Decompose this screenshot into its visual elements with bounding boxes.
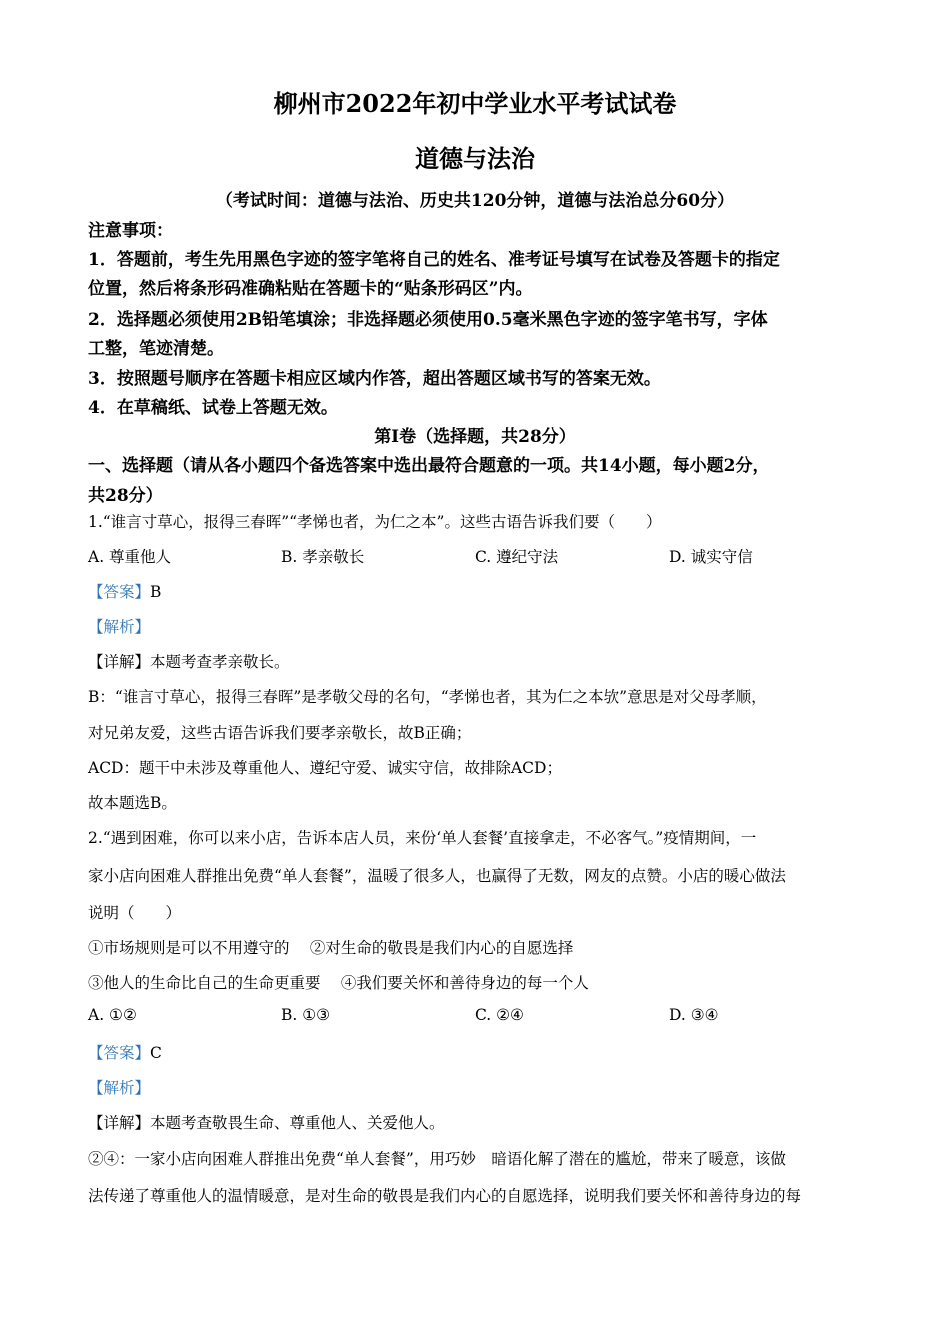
- question-2-stem: 2.“遇到困难，你可以来小店，告诉本店人员，来份‘单人套餐’直接拿走，不必客气。”疫情期间，一: [88, 829, 757, 847]
- question-1-explanation: ACD：题干中未涉及尊重他人、遵纪守爱、诚实守信，故排除ACD；: [88, 759, 562, 777]
- notice-line: 位置，然后将条形码准确粘贴在答题卡的“贴条形码区”内。: [88, 279, 533, 299]
- question-1-stem: 1.“谁言寸草心，报得三春晖”“孝悌也者，为仁之本”。这些古语告诉我们要（ ）: [88, 513, 662, 531]
- detail-tag: 【详解】: [88, 653, 151, 671]
- analysis-tag: 【解析】: [88, 1079, 151, 1097]
- question-2-detail: [88, 1111, 445, 1133]
- detail-text: 本题考查敬畏生命、尊重他人、关爱他人。: [150, 1114, 445, 1132]
- answer-tag: 【答案】: [88, 583, 151, 601]
- notice-line: 2．选择题必须使用2B铅笔填涂；非选择题必须使用0.5毫米黑色字迹的签字笔书写，字体: [88, 310, 768, 330]
- question-2-statement: ①市场规则是可以不用遵守的 ②对生命的敬畏是我们内心的自愿选择: [88, 939, 574, 957]
- question-2-option-d: D. ③④: [669, 1006, 719, 1024]
- notice-line: 3．按照题号顺序在答题卡相应区域内作答，超出答题区域书写的答案无效。: [88, 369, 661, 389]
- answer-tag: 【答案】: [88, 1044, 151, 1062]
- question-2-option-b: B. ①③: [281, 1006, 331, 1024]
- notice-line: 1．答题前，考生先用黑色字迹的签字笔将自己的姓名、准考证号填写在试卷及答题卡的指定: [88, 250, 780, 270]
- subject-title: 道德与法治: [415, 144, 535, 173]
- question-2-option-a: A. ①②: [88, 1006, 137, 1024]
- question-2-option-c: C. ②④: [475, 1006, 524, 1024]
- question-1-explanation: B：“谁言寸草心，报得三春晖”是孝敬父母的名句，“孝悌也者，其为仁之本欤”意思是对父母孝顺，: [88, 688, 767, 706]
- question-2-answer: [88, 1041, 162, 1063]
- page-title: 柳州市2022年初中学业水平考试试卷: [273, 89, 677, 118]
- question-1-explanation: 故本题选B。: [88, 794, 177, 812]
- detail-text: 本题考查孝亲敬长。: [150, 653, 290, 671]
- section-instruction: 一、选择题（请从各小题四个备选答案中选出最符合题意的一项。共14小题，每小题2分，: [88, 456, 770, 476]
- section-instruction: 共28分）: [88, 486, 163, 506]
- notice-line: 4．在草稿纸、试卷上答题无效。: [88, 398, 338, 418]
- exam-time-note: （考试时间：道德与法治、历史共120分钟，道德与法治总分60分）: [215, 191, 735, 211]
- question-1-option-b: B. 孝亲敬长: [281, 548, 365, 566]
- question-2-stem: 说明（ ）: [88, 904, 182, 922]
- question-1-explanation: 对兄弟友爱，这些古语告诉我们要孝亲敬长，故B正确；: [88, 724, 472, 742]
- question-2-stem: 家小店向困难人群推出免费“单人套餐”，温暖了很多人，也赢得了无数，网友的点赞。小店的暖心做法: [88, 867, 786, 885]
- answer-value: B: [150, 583, 162, 601]
- question-1-option-d: D. 诚实守信: [669, 548, 753, 566]
- answer-value: C: [150, 1044, 162, 1062]
- part-heading: 第Ⅰ卷（选择题，共28分）: [374, 427, 576, 447]
- detail-tag: 【详解】: [88, 1114, 151, 1132]
- question-1-detail: [88, 650, 290, 672]
- notice-heading: 注意事项：: [88, 221, 173, 241]
- analysis-tag: 【解析】: [88, 618, 151, 636]
- question-1-option-c: C. 遵纪守法: [475, 548, 559, 566]
- notice-line: 工整，笔迹清楚。: [88, 339, 224, 359]
- question-1-option-a: A. 尊重他人: [88, 548, 172, 566]
- question-1-answer: [88, 580, 161, 602]
- question-2-explanation: ②④：一家小店向困难人群推出免费“单人套餐”，用巧妙 暗语化解了潜在的尴尬，带来了暖意，该做: [88, 1150, 786, 1168]
- question-2-explanation: 法传递了尊重他人的温情暖意，是对生命的敬畏是我们内心的自愿选择，说明我们要关怀和善待身边的每: [88, 1187, 802, 1205]
- question-2-statement: ③他人的生命比自己的生命更重要 ④我们要关怀和善待身边的每一个人: [88, 974, 589, 992]
